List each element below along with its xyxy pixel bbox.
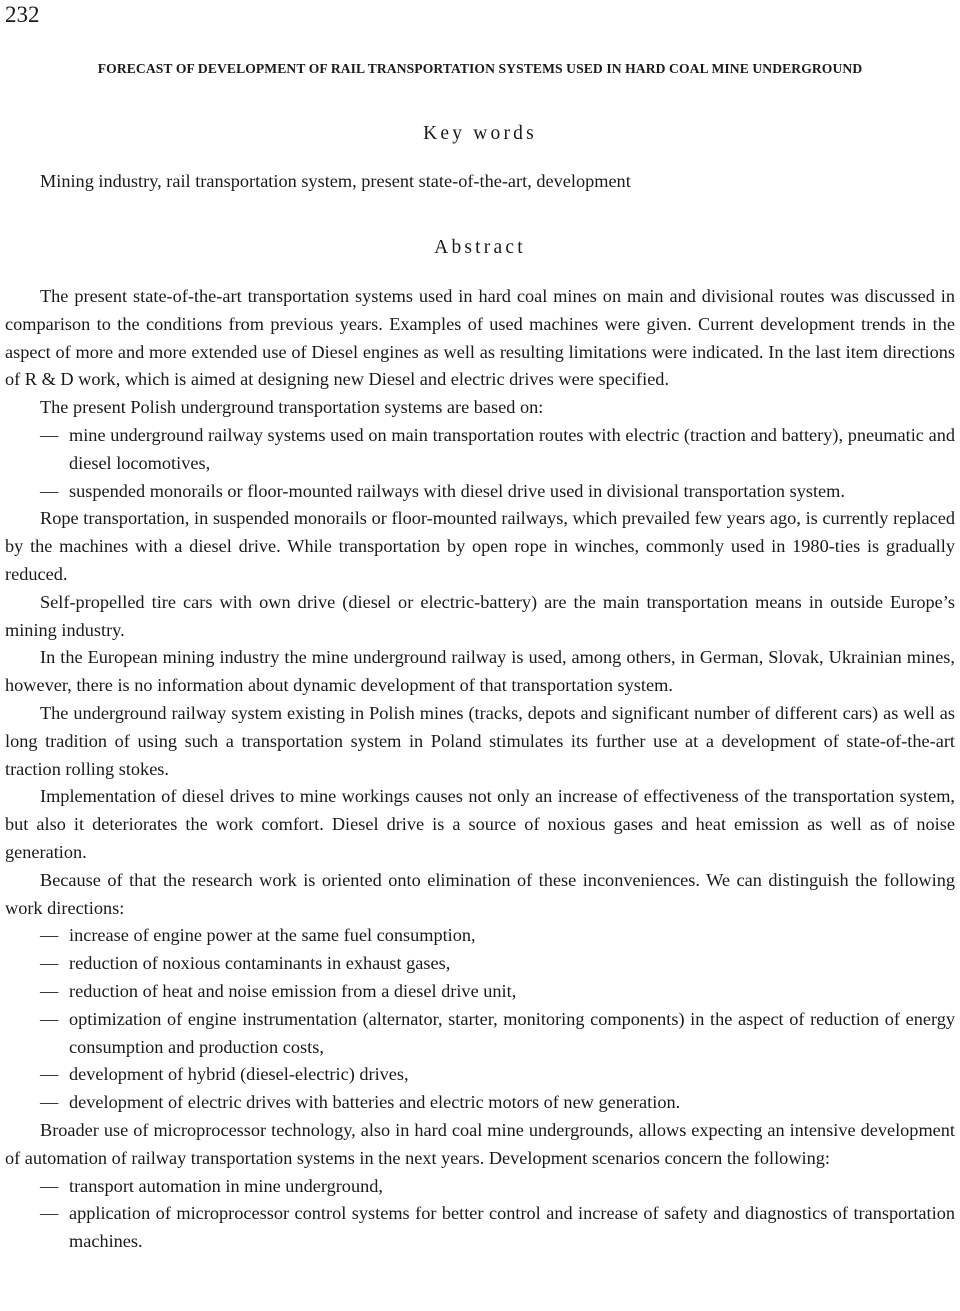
list-item-text: reduction of noxious contaminants in exhaust gases, bbox=[69, 953, 451, 974]
list-item-text: development of electric drives with batteries and electric motors of new generation. bbox=[69, 1092, 681, 1113]
list-item bbox=[5, 950, 955, 978]
abstract-paragraph: The underground railway system existing in Polish mines (tracks, depots and significant number of different cars) as well as long tradition of using such a transportation system in Poland stimulates its further use at a development of state-of-the-art traction rolling stokes. bbox=[5, 702, 955, 779]
list-item bbox=[5, 1200, 955, 1256]
dash-bullet: — bbox=[40, 953, 59, 974]
list-item-text: increase of engine power at the same fuel consumption, bbox=[69, 925, 476, 946]
list-item bbox=[5, 1173, 955, 1201]
list-item-text: transport automation in mine underground, bbox=[69, 1175, 383, 1196]
list-item-text: mine underground railway systems used on main transportation routes with electric (traction and battery), pneumatic and diesel locomotives, bbox=[69, 424, 955, 473]
dash-bullet: — bbox=[40, 1064, 59, 1085]
list-item bbox=[5, 978, 955, 1006]
list-item bbox=[5, 478, 955, 506]
list-item bbox=[5, 1006, 955, 1062]
list-item bbox=[5, 422, 955, 478]
paper-title: FORECAST OF DEVELOPMENT OF RAIL TRANSPORTATION SYSTEMS USED IN HARD COAL MINE UNDERGROUND bbox=[97, 61, 863, 76]
dash-bullet: — bbox=[40, 1203, 59, 1224]
abstract-paragraph: Self-propelled tire cars with own drive (diesel or electric-battery) are the main transportation means in outside Europe’s mining industry. bbox=[5, 591, 955, 640]
list-item-text: application of microprocessor control systems for better control and increase of safety and diagnostics of transportation machines. bbox=[69, 1203, 955, 1252]
list-item-text: suspended monorails or floor-mounted railways with diesel drive used in divisional transportation system. bbox=[69, 480, 845, 501]
abstract-paragraph: Because of that the research work is oriented onto elimination of these inconveniences. We can distinguish the following work directions: bbox=[5, 869, 955, 918]
dash-bullet: — bbox=[40, 1092, 59, 1113]
dash-bullet: — bbox=[40, 480, 59, 501]
dash-bullet: — bbox=[40, 925, 59, 946]
abstract-paragraph: In the European mining industry the mine underground railway is used, among others, in German, Slovak, Ukrainian mines, however, there is no information about dynamic development of that transportation system. bbox=[5, 647, 955, 696]
list-item-text: development of hybrid (diesel-electric) drives, bbox=[69, 1064, 409, 1085]
dash-bullet: — bbox=[40, 1175, 59, 1196]
keywords-heading: Key words bbox=[423, 123, 537, 144]
abstract-heading: Abstract bbox=[434, 237, 526, 258]
list-item-text: optimization of engine instrumentation (alternator, starter, monitoring components) in the aspect of reduction of energy consumption and production costs, bbox=[69, 1008, 955, 1057]
abstract-paragraph: The present state-of-the-art transportation systems used in hard coal mines on main and divisional routes was discussed in comparison to the conditions from previous years. Examples of used machines were given. Current development trends in the aspect of more and more extended use of Diesel engines as well as resulting limitations were indicated. In the last item directions of R & D work, which is aimed at designing new Diesel and electric drives were specified. bbox=[5, 286, 955, 390]
list-item bbox=[5, 1089, 955, 1117]
list-item-text: reduction of heat and noise emission from a diesel drive unit, bbox=[69, 980, 517, 1001]
dash-bullet: — bbox=[40, 980, 59, 1001]
list-item bbox=[5, 922, 955, 950]
list-item bbox=[5, 1061, 955, 1089]
dash-bullet: — bbox=[40, 1008, 59, 1029]
page-number: 232 bbox=[5, 2, 40, 27]
keywords-text: Mining industry, rail transportation system, present state-of-the-art, development bbox=[40, 171, 631, 191]
abstract-body bbox=[5, 283, 955, 1256]
dash-bullet: — bbox=[40, 424, 59, 445]
abstract-paragraph: Rope transportation, in suspended monorails or floor-mounted railways, which prevailed few years ago, is currently replaced by the machines with a diesel drive. While transportation by open rope in winches, commonly used in 1980-ties is gradually reduced. bbox=[5, 508, 955, 584]
abstract-paragraph: Implementation of diesel drives to mine workings causes not only an increase of effectiveness of the transportation system, but also it deteriorates the work comfort. Diesel drive is a source of noxious gases and heat emission as well as of noise generation. bbox=[5, 786, 955, 862]
abstract-paragraph: The present Polish underground transportation systems are based on: bbox=[40, 397, 544, 418]
abstract-paragraph: Broader use of microprocessor technology, also in hard coal mine undergrounds, allows expecting an intensive development of automation of railway transportation systems in the next years. Development scenarios concern the following: bbox=[5, 1119, 955, 1168]
